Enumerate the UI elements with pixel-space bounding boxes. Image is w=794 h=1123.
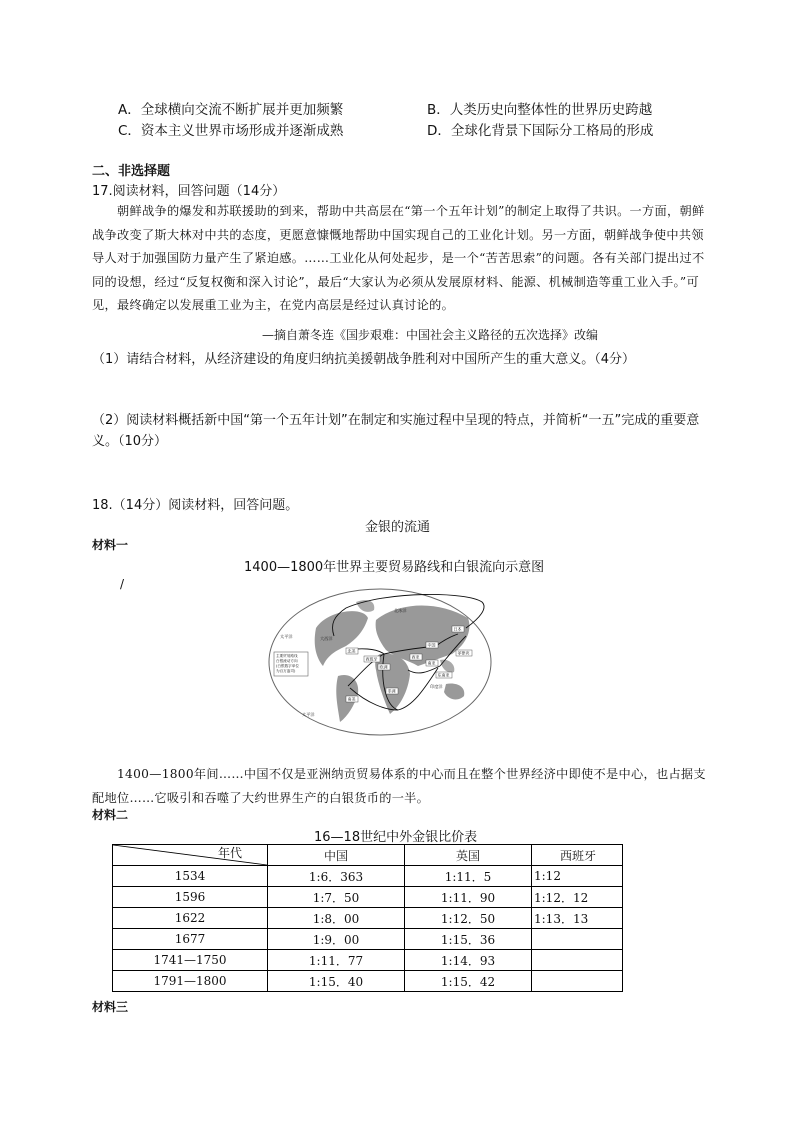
map-legend-3: (白银数字单位 <box>276 664 299 668</box>
map-label-japan: 日本 <box>453 626 462 632</box>
gold-silver-table <box>112 844 623 992</box>
diagonal-line <box>113 845 267 865</box>
table-cell: 1741—1750 <box>113 950 268 971</box>
table-header-row <box>113 845 623 866</box>
q17-passage: 朝鲜战争的爆发和苏联援助的到来，帮助中共高层在“第一个五年计划”的制定上取得了共识。一方面，朝鲜战争改变了斯大林对中共的态度，更愿意慷慨地帮助中国实现自己的工业化计划。另一方面，朝鲜战争使中共领导人对于加强国防力量产生了紧迫感。……工业化从何处起步，是一个“苦苦思索”的问题。各有关部门提出过不同的设想，经过“反复权衡和深入讨论”，最后“大家认为必须从发展原材料、能源、机械制造等重工业入手。”可见，最终确定以发展重工业为主，在党内高层是经过认真讨论的。 <box>92 204 705 312</box>
map-label-pacific-left: 太平洋 <box>280 634 293 639</box>
map-label-north-america: 北美 <box>347 648 356 654</box>
map-legend-4: 为百万盎司) <box>276 669 296 673</box>
header-cell-spain: 西班牙 <box>532 845 623 866</box>
table-cell: 1:6．363 <box>268 866 405 887</box>
table-cell: 1:15．40 <box>268 971 405 992</box>
table-cell: 1:8．00 <box>268 908 405 929</box>
table-cell: 1791—1800 <box>113 971 268 992</box>
material1-text: 1400—1800年间……中国不仅是亚洲纳贡贸易体系的中心而且在整个世界经济中即使不是中心，也占据支配地位……它吸引和吞噬了大约世界生产的白银货币的一半。 <box>92 767 706 805</box>
section-title: 二、非选择题 <box>92 164 171 179</box>
header-cell-year: 年代 <box>113 845 268 866</box>
map-label-pacific-right: 太平洋 <box>302 712 315 717</box>
map-label-south-asia: 南亚 <box>427 660 436 666</box>
map-label-west-asia: 西亚 <box>411 654 420 660</box>
map-label-south-america: 南美 <box>347 696 356 702</box>
map-label-china: 中国 <box>427 642 436 648</box>
map-label-europe: 欧洲 <box>379 664 388 670</box>
q17-heading: 17.阅读材料，回答问题（14分） <box>92 184 286 199</box>
map-label-arctic: 北冰洋 <box>394 608 407 613</box>
table-cell: 1596 <box>113 887 268 908</box>
table-cell: 1:15．42 <box>405 971 532 992</box>
trade-route-map <box>268 588 493 736</box>
option-b: B．人类历史向整体性的世界历史跨越 <box>427 102 653 118</box>
option-c: C．资本主义世界市场形成并逐渐成熟 <box>118 123 344 139</box>
map-label-philippines: 菲律宾 <box>457 650 470 656</box>
table-cell: 1677 <box>113 929 268 950</box>
table-cell: 1:11．5 <box>405 866 532 887</box>
option-d: D．全球化背景下国际分工格局的形成 <box>427 123 654 139</box>
q18-heading: 18.（14分）阅读材料，回答问题。 <box>92 498 299 513</box>
q18-title: 金银的流通 <box>365 520 431 535</box>
option-a: A．全球横向交流不断扩展并更加频繁 <box>118 102 344 118</box>
map-label-se-asia: 东南亚 <box>437 672 450 678</box>
table-cell: 1622 <box>113 908 268 929</box>
table-cell: 1:15．36 <box>405 929 532 950</box>
table-cell: 1:7．50 <box>268 887 405 908</box>
table-row <box>113 866 623 887</box>
slash-mark: / <box>120 577 125 591</box>
table-row <box>113 971 623 992</box>
table-cell <box>532 929 623 950</box>
table-cell: 1:14．93 <box>405 950 532 971</box>
map-label-spain: 西班牙 <box>365 656 378 662</box>
q17-sub1: （1）请结合材料，从经济建设的角度归纳抗美援朝战争胜利对中国所产生的重大意义。（4分） <box>92 352 636 367</box>
table-cell: 1534 <box>113 866 268 887</box>
table-cell: 1:12 <box>532 866 623 887</box>
map-legend-2: 白银流动方向 <box>276 659 298 663</box>
table-cell: 1:11．90 <box>405 887 532 908</box>
table-row <box>113 887 623 908</box>
table-row <box>113 950 623 971</box>
map-label-africa: 非洲 <box>387 688 396 694</box>
header-cell-uk: 英国 <box>405 845 532 866</box>
material3-label: 材料三 <box>92 1000 129 1014</box>
material2-label: 材料二 <box>92 808 129 822</box>
table-title: 16—18世纪中外金银比价表 <box>314 830 478 845</box>
table-cell: 1:9．00 <box>268 929 405 950</box>
table-cell: 1:12．50 <box>405 908 532 929</box>
table-cell: 1:11．77 <box>268 950 405 971</box>
header-cell-china: 中国 <box>268 845 405 866</box>
table-cell <box>532 950 623 971</box>
table-row <box>113 908 623 929</box>
map-label-indian: 印度洋 <box>430 684 443 689</box>
material1-label: 材料一 <box>92 538 129 552</box>
q17-sub2: （2）阅读材料概括新中国“第一个五年计划”在制定和实施过程中呈现的特点，并简析“一五”完成的重要意义。（10分） <box>92 413 700 449</box>
table-cell: 1:12．12 <box>532 887 623 908</box>
map-label-atlantic: 大西洋 <box>320 636 333 641</box>
table-cell <box>532 971 623 992</box>
map-title: 1400—1800年世界主要贸易路线和白银流向示意图 <box>244 560 545 575</box>
table-cell: 1:13．13 <box>532 908 623 929</box>
table-row <box>113 929 623 950</box>
q17-source: —摘自萧冬连《国步艰难：中国社会主义路径的五次选择》改编 <box>262 328 599 342</box>
map-legend-1: 主要贸易路线 <box>276 654 298 658</box>
